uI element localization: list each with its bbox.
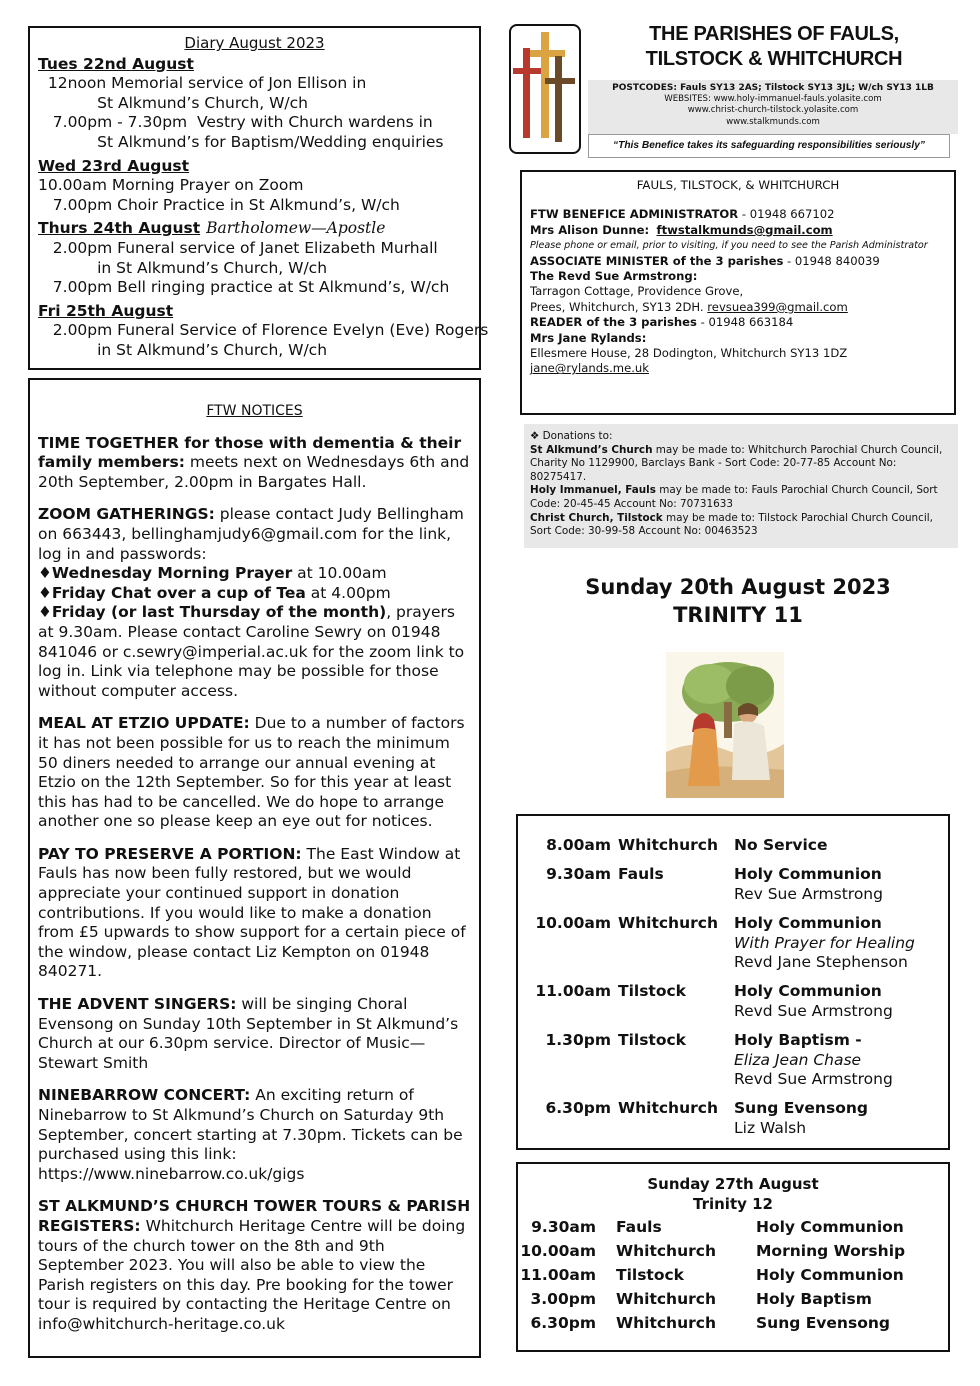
service-desc (734, 914, 954, 973)
admin-contacts-box (520, 170, 956, 415)
diary-day (38, 219, 471, 297)
notice-heading: MEAL AT ETZIO UPDATE: (38, 714, 250, 733)
diary-event: 7.00pm Choir Practice in St Alkmund’s, W/ch (38, 195, 400, 214)
associate-label: ASSOCIATE MINISTER of the 3 parishes (530, 253, 784, 268)
notice-body: Due to a number of factors it has not been possible for us to reach the minimum 50 diners needed to arrange our annual evening at Etzio on the 12th September. So for this year at least this has had to be cancelled. We do hope to arrange another one so please keep an eye out for notices. (38, 714, 465, 831)
notice-body: The East Window at Fauls has now been fully restored, but we would appreciate your continued support in donation contributions. If you would like to make a donation from £5 upwards to show support for a certain piece of the window, please contact Liz Kempton on 01948 840271. (38, 844, 466, 981)
diary-day-heading: Thurs 24th August (38, 219, 201, 238)
next-sunday-box (516, 1162, 950, 1352)
service-title: Holy Communion (734, 865, 882, 883)
parish-title-line: THE PARISHES OF FAULS, (649, 23, 899, 45)
next-service-name: Sung Evensong (756, 1314, 890, 1332)
website-link[interactable]: www.christ-church-tilstock.yolasite.com (687, 105, 859, 116)
reader-name: Mrs Jane Rylands: (530, 330, 647, 345)
service-time: 6.30pm (545, 1099, 611, 1117)
notice-advent (38, 995, 471, 1073)
reader-label: READER of the 3 parishes (530, 315, 697, 330)
next-service-name: Holy Communion (756, 1266, 904, 1284)
service-desc (734, 1099, 954, 1138)
reader-phone: - 01948 663184 (696, 315, 794, 330)
notice-ninebarrow (38, 1086, 471, 1184)
associate-name: The Revd Sue Armstrong: (530, 269, 698, 284)
service-minister: Revd Jane Stephenson (734, 953, 908, 972)
associate-phone: - 01948 840039 (783, 253, 880, 268)
diary-feast: Bartholomew—Apostle (206, 219, 386, 238)
donation-fauls (530, 484, 952, 511)
parish-title (588, 22, 960, 72)
administrator-note: Please phone or email, prior to visiting, if you need to see the Parish Administrator (530, 240, 928, 252)
notices-box (28, 378, 481, 1358)
website-link[interactable]: WEBSITES: www.holy-immanuel-fauls.yolasite.com (664, 94, 882, 105)
diary-event: 7.00pm - 7.30pm Vestry with Church wardens in (38, 113, 433, 132)
diary-event: 2.00pm Funeral Service of Florence Evelyn (Eve) Rogers (38, 321, 489, 340)
notices-title-prefix: FTW (206, 403, 241, 419)
donation-church: Christ Church, Tilstock (530, 511, 663, 524)
zoom-item-text: at 4.00pm (305, 583, 391, 602)
service-desc (734, 982, 954, 1021)
sunday-date: Sunday 20th August 2023 (585, 575, 891, 599)
donation-stalkmunds (530, 444, 952, 485)
next-service-time: 6.30pm (530, 1314, 596, 1332)
notice-heading: THE ADVENT SINGERS: (38, 995, 237, 1014)
reader-row (530, 315, 946, 330)
donations-title: ❖ Donations to: (530, 430, 613, 442)
next-service-name: Holy Communion (756, 1218, 904, 1236)
administrator-email-link[interactable]: ftwstalkmunds@gmail.com (656, 222, 833, 237)
service-desc (734, 1031, 954, 1090)
reader-address: Ellesmere House, 28 Dodington, Whitchurch SY13 1DZ (530, 346, 848, 361)
notice-body: Whitchurch Heritage Centre will be doing tours of the church tower on the 8th and 9th September 2023. You will also be able to view the Parish registers on this day. Pre booking for the tower tour is required by contacting the Heritage Centre on info@whitchurch-heritage.co.uk (38, 1216, 466, 1333)
donation-details: may be made to: Fauls Parochial Church Council, Sort Code: 20-45-45 Account No: 70731633 (530, 484, 938, 510)
administrator-phone: - 01948 667102 (738, 207, 835, 222)
donations-box (524, 424, 958, 548)
notices-title (38, 402, 471, 422)
donation-church: St Alkmund’s Church (530, 443, 653, 456)
diary-event: 7.00pm Bell ringing practice at St Alkmund’s, W/ch (38, 278, 450, 297)
diary-box (28, 26, 489, 370)
diary-day-heading-row (38, 219, 471, 239)
sunday-feast: TRINITY 11 (673, 603, 803, 627)
service-time: 10.00am (535, 914, 611, 932)
next-sunday-date: Sunday 27th August (647, 1175, 819, 1193)
diary-event: in St Alkmund’s Church, W/ch (38, 340, 328, 359)
next-service-time: 10.00am (520, 1242, 596, 1260)
service-minister: Revd Sue Armstrong (734, 1070, 893, 1089)
service-title: Holy Baptism - (734, 1031, 862, 1049)
crosses-logo-icon (509, 24, 581, 154)
diary-event: St Alkmund’s for Baptism/Wedding enquiries (38, 132, 444, 151)
service-time: 1.30pm (545, 1031, 611, 1049)
zoom-item-text: at 10.00am (292, 564, 387, 583)
notice-body: will be singing Choral Evensong on Sunday 10th September in St Alkmund’s Church at our 6.30pm service. Director of Music—Stewart Smith (38, 995, 459, 1072)
associate-address: Tarragon Cottage, Providence Grove, (530, 284, 744, 299)
notice-heading: TIME TOGETHER for those with dementia & their family members: (38, 433, 462, 472)
service-place: Whitchurch (618, 914, 718, 932)
next-service-name: Morning Worship (756, 1242, 906, 1260)
next-sunday-feast: Trinity 12 (693, 1195, 773, 1213)
administrator-label: FTW BENEFICE ADMINISTRATOR (530, 207, 739, 222)
service-place: Whitchurch (618, 1099, 718, 1117)
parish-title-line: TILSTOCK & WHITCHURCH (645, 48, 903, 70)
notice-tower (38, 1197, 471, 1334)
service-title: Sung Evensong (734, 1099, 868, 1117)
next-service-place: Tilstock (616, 1266, 684, 1284)
diary-day (38, 301, 489, 361)
notice-heading: ST ALKMUND’S CHURCH TOWER TOURS & PARISH REGISTERS: (38, 1197, 471, 1235)
next-service-time: 9.30am (531, 1218, 596, 1236)
next-service-time: 11.00am (520, 1266, 596, 1284)
service-place: Whitchurch (618, 836, 718, 854)
associate-address: Prees, Whitchurch, SY13 2DH. (530, 299, 708, 314)
donation-church: Holy Immanuel, Fauls (530, 484, 656, 497)
services-box (516, 814, 950, 1150)
zoom-item-label: ♦Friday Chat over a cup of Tea (38, 583, 306, 602)
diary-day-heading: Wed 23rd August (38, 156, 190, 175)
service-place: Tilstock (618, 1031, 686, 1049)
service-sub: Eliza Jean Chase (734, 1050, 862, 1069)
diary-event: 10.00am Morning Prayer on Zoom (38, 176, 304, 195)
safeguarding-statement: “This Benefice takes its safeguarding responsibilities seriously” (588, 134, 950, 158)
zoom-item-text: , prayers at 9.30am. Please contact Caroline Sewry on 01948 841046 or c.sewry@imperial.ac.uk for the zoom link to log in. Link via telephone may be possible for those without computer access. (38, 603, 465, 700)
service-minister: Revd Sue Armstrong (734, 1001, 893, 1020)
notice-body: meets next on Wednesdays 6th and 20th September, 2.00pm in Bargates Hall. (38, 453, 470, 491)
website-link[interactable]: www.stalkmunds.com (726, 116, 820, 127)
diary-event: 2.00pm Funeral service of Janet Elizabeth Murhall (38, 238, 438, 257)
sunday-heading (520, 573, 956, 629)
service-sub: With Prayer for Healing (734, 933, 915, 952)
service-place: Tilstock (618, 982, 686, 1000)
diary-title: Diary August 2023 (184, 34, 325, 52)
notice-heading: NINEBARROW CONCERT: (38, 1086, 251, 1105)
service-title: No Service (734, 836, 828, 854)
zoom-item-label: ♦Wednesday Morning Prayer (38, 564, 293, 583)
service-time: 11.00am (535, 982, 611, 1000)
notice-heading: ZOOM GATHERINGS: (38, 505, 215, 524)
diary-day (38, 55, 471, 153)
service-time: 9.30am (546, 865, 611, 883)
gospel-illustration (666, 652, 784, 798)
notice-body: please contact Judy Bellingham on 663443, bellinghamjudy6@gmail.com for the link, log in and passwords: (38, 505, 464, 563)
associate-row (530, 254, 946, 269)
service-minister: Rev Sue Armstrong (734, 884, 883, 903)
service-desc (734, 865, 954, 904)
service-desc (734, 836, 954, 856)
diary-day-heading: Tues 22nd August (38, 54, 194, 73)
diary-event: 12noon Memorial service of Jon Ellison in (38, 74, 367, 93)
next-sunday-heading (518, 1174, 948, 1214)
administrator-row (530, 207, 946, 222)
next-service-place: Whitchurch (616, 1290, 716, 1308)
postcodes-websites (588, 80, 958, 134)
donation-details: may be made to: Tilstock Parochial Church Council, Sort Code: 30-99-58 Account No: 00463523 (530, 511, 933, 538)
notice-time-together (38, 434, 471, 493)
next-service-place: Fauls (616, 1218, 662, 1236)
notice-meal (38, 714, 471, 832)
diary-day (38, 157, 471, 216)
associate-email-link[interactable]: revsuea399@gmail.com (707, 299, 848, 314)
admin-title: FAULS, TILSTOCK, & WHITCHURCH (636, 178, 840, 192)
next-service-time: 3.00pm (530, 1290, 596, 1308)
notice-zoom (38, 505, 471, 701)
donation-tilstock (530, 512, 952, 539)
postcodes: POSTCODES: Fauls SY13 2AS; Tilstock SY13 3JL; W/ch SY13 1LB (612, 83, 934, 93)
service-minister: Liz Walsh (734, 1118, 807, 1137)
next-service-name: Holy Baptism (756, 1290, 872, 1308)
diary-event: St Alkmund’s Church, W/ch (38, 93, 308, 112)
notice-heading: PAY TO PRESERVE A PORTION: (38, 844, 302, 863)
next-service-place: Whitchurch (616, 1314, 716, 1332)
next-service-place: Whitchurch (616, 1242, 716, 1260)
administrator-name-row (530, 223, 946, 238)
administrator-name: Mrs Alison Dunne: (530, 222, 650, 237)
diary-event: in St Alkmund’s Church, W/ch (38, 258, 328, 277)
service-time: 8.00am (546, 836, 611, 854)
donation-details: may be made to: Whitchurch Parochial Church Council, Charity No 1129900, Barclays Bank - Sort Code: 20-77-85 Account No: 80275417. (530, 443, 943, 483)
service-place: Fauls (618, 865, 664, 883)
service-title: Holy Communion (734, 914, 882, 932)
notices-title-main: NOTICES (240, 403, 303, 419)
notice-body: An exciting return of Ninebarrow to St Alkmund’s Church on Saturday 9th September, concert starting at 7.30pm. Tickets can be purchased using this link: https://www.ninebarrow.co.uk/gigs (38, 1086, 463, 1183)
reader-email-link[interactable]: jane@rylands.me.uk (530, 361, 649, 376)
associate-address-row (530, 300, 946, 315)
notice-pay (38, 845, 471, 982)
zoom-item-label: ♦Friday (or last Thursday of the month) (38, 603, 387, 622)
diary-day-heading: Fri 25th August (38, 301, 174, 320)
service-title: Holy Communion (734, 982, 882, 1000)
